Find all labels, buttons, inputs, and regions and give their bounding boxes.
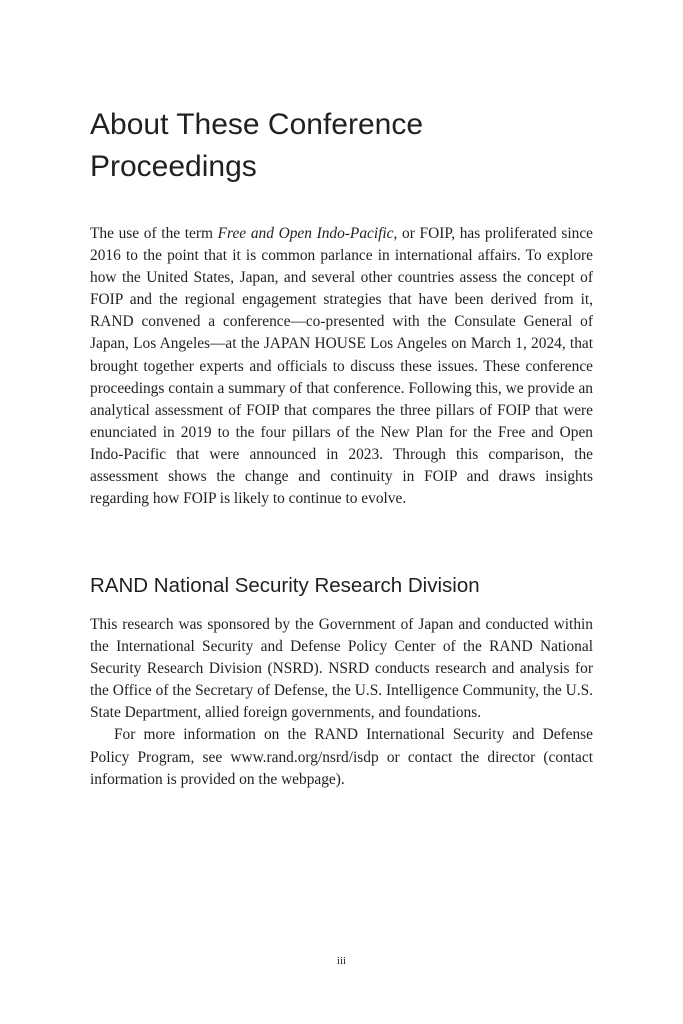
intro-italic-term: Free and Open Indo-Pacific: [217, 225, 394, 242]
intro-text-start: The use of the term: [90, 225, 218, 242]
page-title-line-1: About These Conference: [90, 108, 424, 141]
page-number: iii: [336, 955, 347, 967]
page-title: [90, 104, 590, 188]
section-heading: RAND National Security Research Division: [90, 574, 480, 597]
nsrd-paragraph-2: For more information on the RAND International Security and Defense Policy Program, see www.rand.org/nsrd/isdp or contact the director (contact information is provided on the webpage).: [90, 726, 593, 788]
intro-paragraph: [90, 223, 593, 510]
page-title-line-2: Proceedings: [90, 150, 257, 183]
intro-text-rest: , or FOIP, has proliferated since 2016 to the point that it is common parlance in international affairs. To explore how the United States, Japan, and several other countries assess the concept of FOIP and the regional engagement strategies that have been derived from it, RAND convened a conference—co-presented with the Consulate General of Japan, Los Angeles—at the JAPAN HOUSE Los Angeles on March 1, 2024, that brought together experts and officials to discuss these issues. These conference proceedings contain a summary of that conference. Following this, we provide an analytical assessment of FOIP that compares the three pillars of FOIP that were enunciated in 2019 to the four pillars of the New Plan for the Free and Open Indo-Pacific that were announced in 2023. Through this comparison, the assessment shows the change and continuity in FOIP and draws insights regarding how FOIP is likely to continue to evolve.: [90, 225, 593, 508]
nsrd-section-body: [90, 614, 593, 791]
nsrd-paragraph-1: This research was sponsored by the Government of Japan and conducted within the International Security and Defense Policy Center of the RAND National Security Research Division (NSRD). NSRD conducts research and analysis for the Office of the Secretary of Defense, the U.S. Intelligence Community, the U.S. State Department, allied foreign governments, and foundations.: [90, 616, 593, 722]
